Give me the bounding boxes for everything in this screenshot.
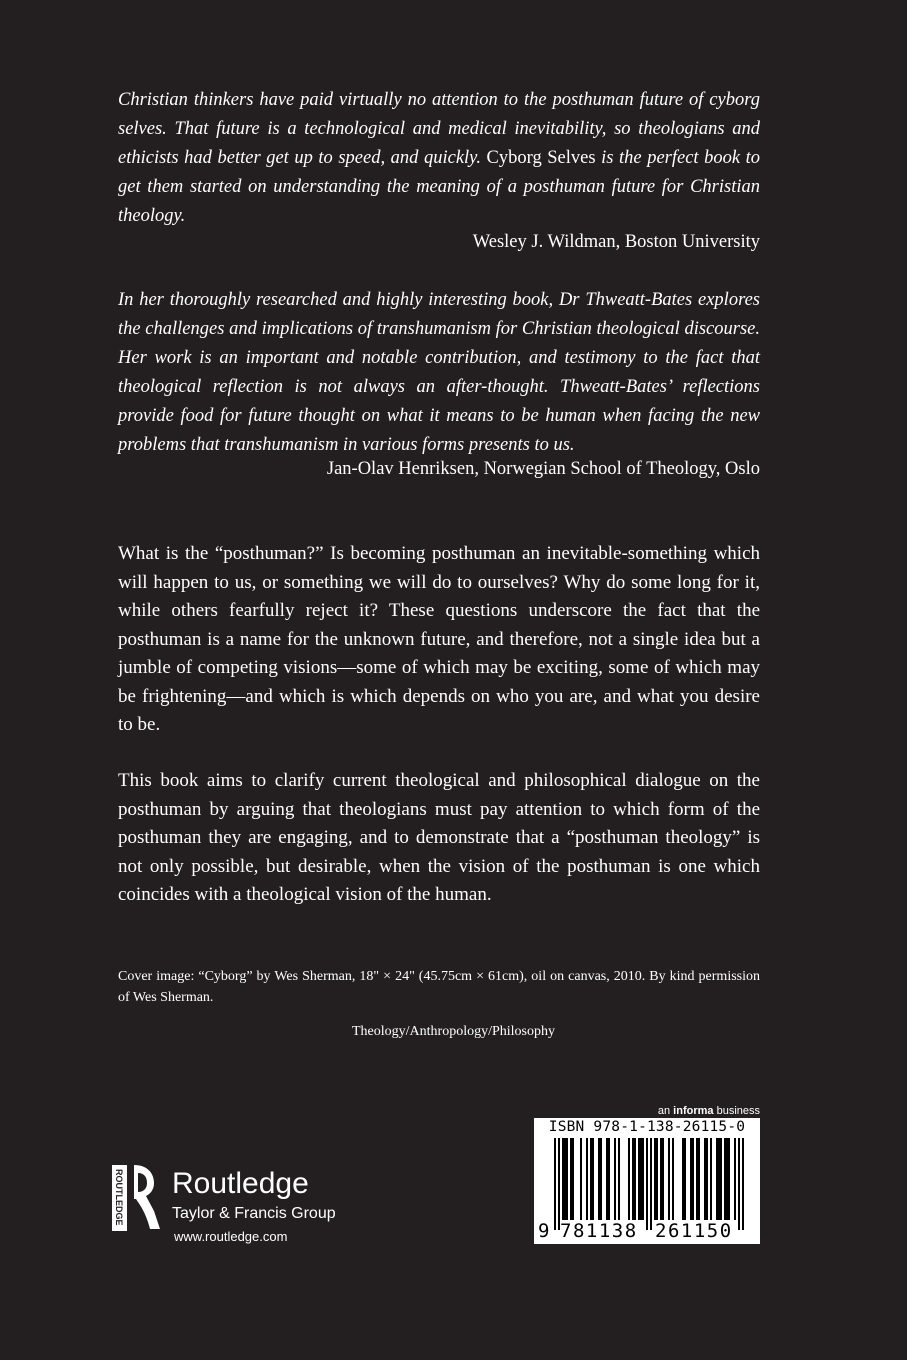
- barcode-bar: [632, 1138, 634, 1220]
- barcode-bars: [542, 1138, 754, 1232]
- barcode-bar: [738, 1138, 740, 1230]
- publisher-group: Taylor & Francis Group: [172, 1205, 336, 1222]
- barcode-bar: [640, 1138, 642, 1220]
- description-paragraph-2: This book aims to clarify current theological and philosophical dialogue on the posthuman by arguing that theologians must pay attention to which form of the posthuman they are engaging, and to demonstrate that a “posthuman theology” is not only possible, but desirable, when the vision of the posthuman is one which coincides with a theological vision of the human.: [118, 770, 760, 905]
- endorsement-1: [118, 86, 760, 231]
- endorsement-2: In her thoroughly researched and highly interesting book, Dr Thweatt-Bates explores the challenges and implications of transhumanism for Christian theological discourse. Her work is an important and notable contribution, and testimony to the fact that theological reflection is not always an after-thought. Thweatt-Bates’ reflections provide food for future thought on what it means to be human when facing the new problems that transhumanism in various forms presents to us.: [118, 290, 760, 455]
- barcode-bar: [638, 1138, 640, 1220]
- barcode-bar: [692, 1138, 694, 1220]
- barcode-bar: [634, 1138, 636, 1220]
- barcode-bar: [742, 1138, 744, 1230]
- barcode-bar: [706, 1138, 708, 1220]
- endorsement-1-text-a: Christian thinkers have paid virtually no attention to the posthuman future of cyborg selves. That future is a technological and medical inevitability, so theologians and ethicists had better get up to speed, and quickly.: [118, 90, 760, 168]
- publisher-name: Routledge: [172, 1167, 309, 1200]
- barcode-bar: [660, 1138, 662, 1220]
- book-title-reference: Cyborg Selves: [486, 148, 596, 168]
- informa-brand: informa: [673, 1105, 714, 1117]
- barcode-bar: [672, 1138, 674, 1220]
- barcode-bar: [628, 1138, 630, 1220]
- barcode: [534, 1118, 760, 1244]
- endorsement-1-attribution: Wesley J. Wildman, Boston University: [472, 232, 760, 252]
- barcode-bar: [600, 1138, 602, 1220]
- barcode-bar: [690, 1138, 692, 1220]
- barcode-bar: [710, 1138, 712, 1220]
- routledge-mark-icon: [112, 1163, 162, 1233]
- barcode-bar: [608, 1138, 610, 1220]
- barcode-bar: [562, 1138, 564, 1220]
- barcode-bar: [564, 1138, 566, 1220]
- barcode-bar: [662, 1138, 664, 1220]
- barcode-bar: [682, 1138, 684, 1220]
- barcode-bar: [566, 1138, 568, 1220]
- endorsement-1-text-b: is the perfect book to get them started on understanding the meaning of a posthuman future for Christian theology.: [118, 148, 761, 226]
- barcode-bar: [704, 1138, 706, 1220]
- barcode-bar: [590, 1138, 592, 1220]
- barcode-bar: [728, 1138, 730, 1220]
- barcode-bar: [598, 1138, 600, 1220]
- barcode-bar: [696, 1138, 698, 1220]
- subject-category: Theology/Anthropology/Philosophy: [352, 1024, 555, 1039]
- barcode-bar: [558, 1138, 560, 1230]
- informa-tagline: [658, 1105, 760, 1117]
- barcode-bar: [726, 1138, 728, 1220]
- cover-credit: Cover image: “Cyborg” by Wes Sherman, 18" × 24" (45.75cm × 61cm), oil on canvas, 2010. By kind permission of Wes Sherman.: [118, 969, 760, 1005]
- barcode-bar: [650, 1138, 652, 1230]
- barcode-bar: [718, 1138, 720, 1220]
- barcode-bar: [618, 1138, 620, 1220]
- barcode-bar: [572, 1138, 574, 1220]
- barcode-bar: [698, 1138, 700, 1220]
- informa-prefix: an: [657, 1105, 671, 1117]
- informa-suffix: business: [716, 1105, 760, 1117]
- ean-first-digit: 9: [538, 1220, 550, 1242]
- routledge-mark-text: ROUTLEDGE: [114, 1169, 124, 1226]
- barcode-bar: [580, 1138, 582, 1220]
- ean-group-2: 261150: [655, 1220, 733, 1242]
- barcode-bar: [724, 1138, 726, 1220]
- barcode-bar: [592, 1138, 594, 1220]
- ean-group-1: 781138: [560, 1220, 638, 1242]
- barcode-bar: [716, 1138, 718, 1220]
- barcode-bar: [684, 1138, 686, 1220]
- description-paragraph-1: What is the “posthuman?” Is becoming posthuman an inevitable-something which will happen to us, or something we will do to ourselves? Why do some long for it, while others fearfully reject it? These questions underscore the fact that the posthuman is a name for the unknown future, and therefore, not a single idea but a jumble of competing visions—some of which may be exciting, some of which may be frightening—and which is which depends on who you are, and what you desire to be.: [118, 543, 760, 735]
- barcode-bar: [656, 1138, 658, 1220]
- isbn-text: ISBN 978-1-138-26115-0: [548, 1119, 746, 1135]
- endorsement-2-attribution: Jan-Olav Henriksen, Norwegian School of Theology, Oslo: [326, 459, 760, 479]
- barcode-bar: [614, 1138, 616, 1220]
- barcode-bar: [606, 1138, 608, 1220]
- barcode-bar: [720, 1138, 722, 1220]
- barcode-bar: [668, 1138, 670, 1220]
- publisher-url: www.routledge.com: [174, 1229, 288, 1244]
- barcode-bar: [570, 1138, 572, 1220]
- barcode-bar: [654, 1138, 656, 1220]
- barcode-bar: [642, 1138, 644, 1220]
- barcode-bar: [646, 1138, 648, 1230]
- barcode-bar: [586, 1138, 588, 1220]
- barcode-bar: [554, 1138, 556, 1230]
- barcode-bar: [734, 1138, 736, 1220]
